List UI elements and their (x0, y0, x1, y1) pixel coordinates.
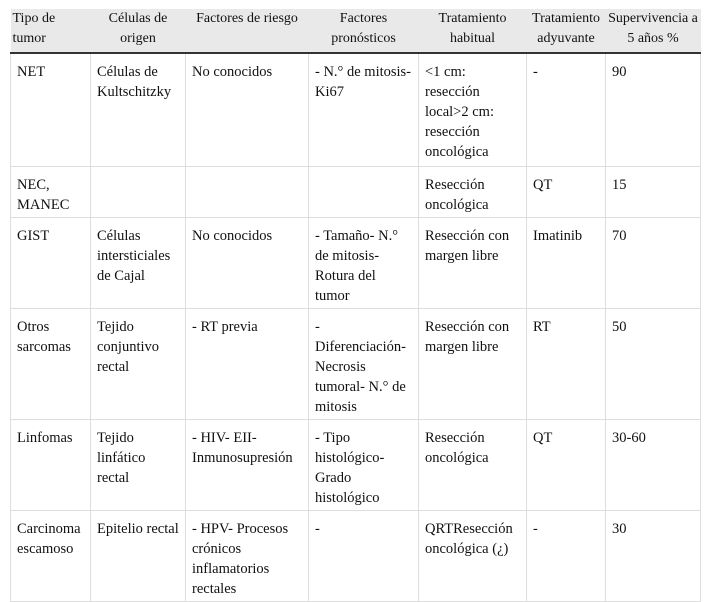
cell-riesgo: - HIV- EII- Inmunosupresión (186, 420, 309, 511)
table-row (11, 420, 701, 511)
header-tipo-de-tumor: Tipo de tumor (11, 9, 91, 53)
header-celulas-de-origen: Células de origen (91, 9, 186, 53)
cell-adyuvante: - (527, 53, 606, 167)
cell-pronostico (309, 167, 419, 218)
cell-origen: Epitelio rectal (91, 511, 186, 602)
cell-tratamiento: QRTResección oncológica (¿) (419, 511, 527, 602)
cell-supervivencia: 30-60 (606, 420, 701, 511)
cell-adyuvante: Imatinib (527, 218, 606, 309)
tumor-table (10, 9, 701, 602)
cell-origen: Tejido linfático rectal (91, 420, 186, 511)
header-supervivencia: Supervivencia a 5 años % (606, 9, 701, 53)
cell-origen: Tejido conjuntivo rectal (91, 309, 186, 420)
cell-origen: Células de Kultschitzky (91, 53, 186, 167)
cell-riesgo: No conocidos (186, 53, 309, 167)
cell-pronostico: - Tipo histológico- Grado histológico (309, 420, 419, 511)
cell-tratamiento: Resección oncológica (419, 167, 527, 218)
cell-tipo: NET (11, 53, 91, 167)
cell-tipo: NEC, MANEC (11, 167, 91, 218)
cell-supervivencia: 70 (606, 218, 701, 309)
table-row (11, 53, 701, 167)
cell-adyuvante: RT (527, 309, 606, 420)
cell-supervivencia: 30 (606, 511, 701, 602)
cell-pronostico: - Tamaño- N.° de mitosis- Rotura del tumor (309, 218, 419, 309)
cell-riesgo: No conocidos (186, 218, 309, 309)
table-row (11, 511, 701, 602)
cell-pronostico: - N.° de mitosis- Ki67 (309, 53, 419, 167)
table-row (11, 309, 701, 420)
cell-tratamiento: Resección oncológica (419, 420, 527, 511)
table-row (11, 167, 701, 218)
cell-tipo: Linfomas (11, 420, 91, 511)
cell-origen (91, 167, 186, 218)
table-row (11, 218, 701, 309)
cell-riesgo: - HPV- Procesos crónicos inflamatorios rectales (186, 511, 309, 602)
cell-origen: Células intersticiales de Cajal (91, 218, 186, 309)
cell-tratamiento: Resección con margen libre (419, 309, 527, 420)
cell-tipo: Otros sarcomas (11, 309, 91, 420)
cell-supervivencia: 90 (606, 53, 701, 167)
cell-riesgo: - RT previa (186, 309, 309, 420)
cell-adyuvante: - (527, 511, 606, 602)
cell-tratamiento: <1 cm: resección local>2 cm: resección oncológica (419, 53, 527, 167)
header-factores-pronosticos: Factores pronósticos (309, 9, 419, 53)
cell-adyuvante: QT (527, 167, 606, 218)
header-tratamiento-adyuvante: Tratamiento adyuvante (527, 9, 606, 53)
header-factores-de-riesgo: Factores de riesgo (186, 9, 309, 53)
cell-tipo: GIST (11, 218, 91, 309)
cell-tipo: Carcinoma escamoso (11, 511, 91, 602)
header-tratamiento-habitual: Tratamiento habitual (419, 9, 527, 53)
cell-riesgo (186, 167, 309, 218)
cell-tratamiento: Resección con margen libre (419, 218, 527, 309)
cell-pronostico: - (309, 511, 419, 602)
header-row (11, 9, 701, 53)
cell-adyuvante: QT (527, 420, 606, 511)
cell-supervivencia: 50 (606, 309, 701, 420)
cell-pronostico: - Diferenciación- Necrosis tumoral- N.° de mitosis (309, 309, 419, 420)
cell-supervivencia: 15 (606, 167, 701, 218)
